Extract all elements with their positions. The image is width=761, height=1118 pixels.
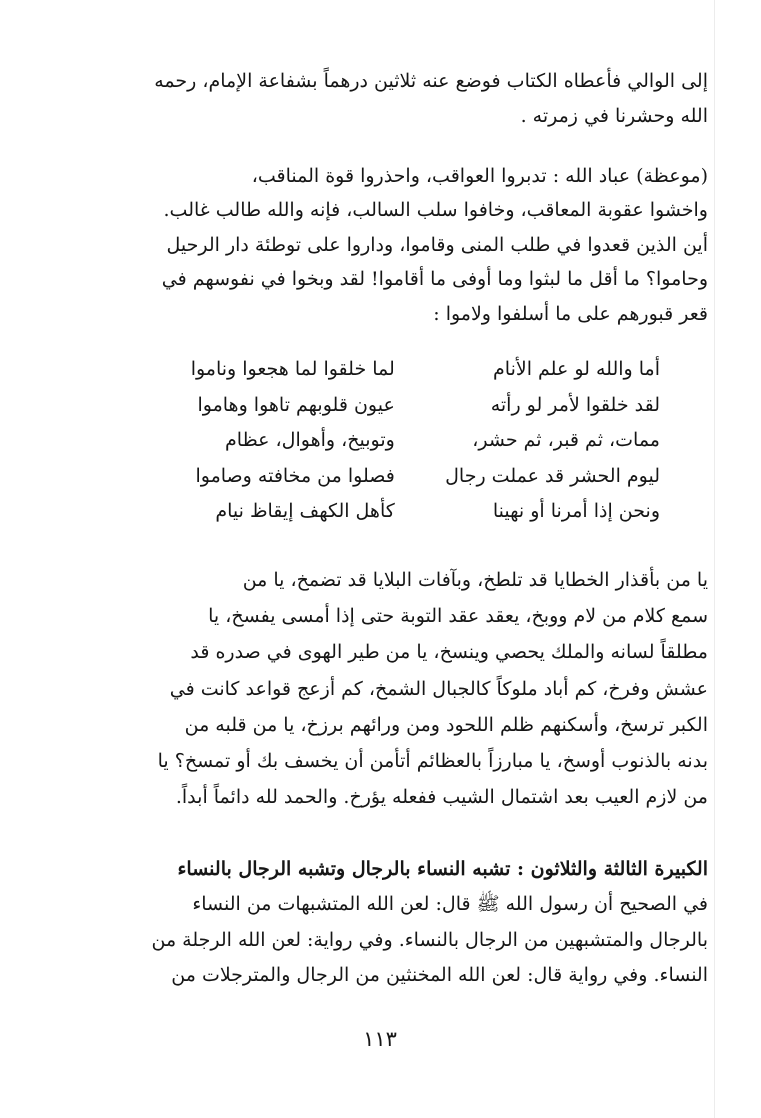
paragraph-line: يا من بأقذار الخطايا قد تلطخ، وبآفات البلايا قد تضمخ، يا من bbox=[242, 569, 708, 591]
paragraph-line: بدنه بالذنوب أوسخ، يا مبارزاً بالعظائم أتأمن أن يخسف بك أو تمسخ؟ يا bbox=[157, 750, 708, 773]
poem-verse bbox=[150, 352, 660, 388]
page-edge-line bbox=[714, 0, 715, 1118]
paragraph-line: النساء. وفي رواية قال: لعن الله المخنثين من الرجال والمترجلات من bbox=[171, 964, 708, 986]
verse-first-hemistich: ليوم الحشر قد عملت رجال bbox=[445, 464, 660, 487]
verse-second-hemistich: لما خلقوا لما هجعوا وناموا bbox=[190, 358, 395, 380]
paragraph-line: سمع كلام من لام ووبخ، يعقد عقد التوبة حتى إذا أمسى يفسخ، يا bbox=[208, 605, 708, 628]
poem-verse bbox=[150, 423, 660, 459]
verse-second-hemistich: عيون قلوبهم تاهوا وهاموا bbox=[197, 393, 395, 416]
sermon-paragraph bbox=[96, 159, 708, 331]
page-number: ١١٣ bbox=[363, 1027, 397, 1051]
section-heading: الكبيرة الثالثة والثلاثون : تشبه النساء بالرجال وتشبه الرجال بالنساء bbox=[177, 858, 708, 880]
paragraph-line: مطلقاً لسانه والملك يحصي وينسخ، يا من طير الهوى في صدره قد bbox=[190, 641, 708, 664]
paragraph-line: أين الذين قعدوا في طلب المنى وقاموا، وداروا على توطئة دار الرحيل bbox=[166, 233, 708, 256]
paragraph-line: واخشوا عقوبة المعاقب، وخافوا سلب السالب، فإنه والله طالب غالب. bbox=[163, 199, 708, 222]
verse-second-hemistich: كأهل الكهف إيقاظ نيام bbox=[215, 500, 395, 522]
paragraph-line: بالرجال والمتشبهين من الرجال بالنساء. وفي رواية: لعن الله الرجلة من bbox=[151, 928, 708, 951]
paragraph-line: عشش وفرخ، كم أباد ملوكاً كالجبال الشمخ، كم أزعج قواعد كانت في bbox=[169, 677, 708, 700]
paragraph-line: في الصحيح أن رسول الله ﷺ قال: لعن الله المتشبهات من النساء bbox=[192, 893, 708, 915]
poem-verse bbox=[150, 494, 660, 530]
exhortation-paragraph bbox=[96, 562, 708, 815]
paragraph-line: (موعظة) عباد الله : تدبروا العواقب، واحذروا قوة المناقب، bbox=[251, 165, 708, 187]
verse-first-hemistich: ممات، ثم قبر، ثم حشر، bbox=[472, 429, 660, 451]
verse-first-hemistich: لقد خلقوا لأمر لو رأته bbox=[490, 393, 660, 416]
verse-first-hemistich: أما والله لو علم الأنام bbox=[493, 358, 660, 380]
paragraph-line: الله وحشرنا في زمرته . bbox=[520, 105, 708, 127]
verse-second-hemistich: وتوبيخ، وأهوال، عظام bbox=[225, 429, 395, 451]
poem-verse bbox=[150, 388, 660, 424]
verse-first-hemistich: ونحن إذا أمرنا أو نهينا bbox=[492, 500, 660, 522]
paragraph-line: من لازم العيب بعد اشتمال الشيب ففعله يؤرخ. والحمد لله دائماً أبداً. bbox=[175, 786, 708, 809]
verse-second-hemistich: فصلوا من مخافته وصاموا bbox=[195, 464, 395, 487]
paragraph-line: وحاموا؟ ما أقل ما لبثوا وما أوفى ما أقاموا! لقد وبخوا في نفوسهم في bbox=[161, 268, 708, 291]
poem bbox=[150, 352, 660, 530]
paragraph-line: إلى الوالي فأعطاه الكتاب فوضع عنه ثلاثين درهماً بشفاعة الإمام، رحمه bbox=[154, 70, 708, 92]
intro-paragraph bbox=[96, 64, 708, 134]
paragraph-line: الكبر ترسخ، وأسكنهم ظلم اللحود ومن ورائهم برزخ، يا من قلبه من bbox=[184, 713, 708, 736]
paragraph-line: قعر قبورهم على ما أسلفوا ولاموا : bbox=[433, 302, 708, 325]
section-paragraph bbox=[96, 887, 708, 994]
poem-verse bbox=[150, 459, 660, 495]
